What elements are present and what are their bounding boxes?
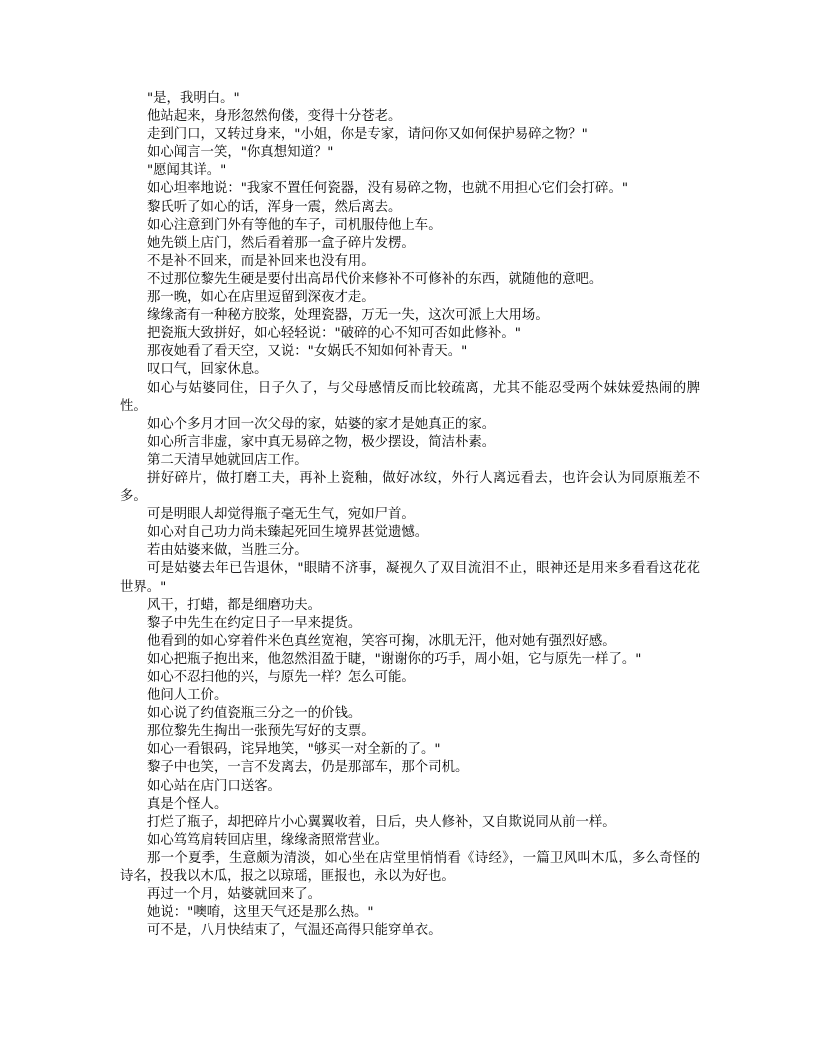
paragraph: "是，我明白。": [147, 91, 240, 106]
paragraph: 如心不忍扫他的兴，与原先一样？怎么可能。: [147, 670, 415, 685]
paragraph: 她说："噢唷，这里天气还是那么热。": [147, 905, 374, 921]
paragraph: 可不是，八月快结束了，气温还高得只能穿单衣。: [147, 923, 442, 939]
paragraph: 黎子中先生在约定日子一早来提货。: [147, 615, 362, 631]
paragraph: 再过一个月，姑婆就回来了。: [147, 887, 322, 903]
paragraph: 如心闻言一笑，"你真想知道？": [147, 145, 334, 161]
paragraph: 真是个怪人。: [147, 796, 228, 812]
paragraph: 那位黎先生掏出一张预先写好的支票。: [147, 724, 375, 740]
paragraph: 缘缘斋有一种秘方胶浆，处理瓷器，万无一失，这次可派上大用场。: [147, 308, 549, 324]
paragraph: 如心笃笃肩转回店里，缘缘斋照常营业。: [147, 832, 389, 848]
paragraph: 不是补不回来，而是补回来也没有用。: [147, 253, 375, 269]
paragraph: 走到门口，又转过身来，"小姐，你是专家，请问你又如何保护易碎之物？": [147, 127, 588, 143]
paragraph: 他站起来，身形忽然佝偻，变得十分苍老。: [147, 109, 402, 125]
paragraph: 如心站在店门口送客。: [147, 778, 281, 794]
paragraph: 风干，打蜡，都是细磨功夫。: [147, 597, 322, 613]
document-body: [120, 90, 700, 940]
paragraph: 那一个夏季，生意颇为清淡，如心坐在店堂里悄悄看《诗经》，一篇卫风叫木瓜，多么奇怪的诗名，投我以木瓜，报之以琼瑶，匪报也，永以为好也。: [120, 850, 700, 885]
paragraph: 若由姑婆来做，当胜三分。: [147, 543, 308, 559]
paragraph: 叹口气，回家休息。: [147, 362, 268, 378]
paragraph: 如心对自己功力尚未臻起死回生境界甚觉遗憾。: [147, 525, 429, 541]
paragraph: 可是明眼人却觉得瓶子毫无生气，宛如尸首。: [147, 507, 415, 523]
paragraph: 黎氏听了如心的话，浑身一震，然后离去。: [147, 199, 402, 215]
paragraph: 他看到的如心穿着件米色真丝宽袍，笑容可掬，冰肌无汗，他对她有强烈好感。: [147, 633, 616, 649]
paragraph: 拼好碎片，做打磨工夫，再补上瓷釉，做好冰纹，外行人离远看去，也许会认为同原瓶差不多。: [120, 470, 700, 505]
paragraph: 如心与姑婆同住，日子久了，与父母感情反而比较疏离，尤其不能忍受两个妹妹爱热闹的脾性。: [120, 380, 700, 414]
paragraph: 如心坦率地说："我家不置任何瓷器，没有易碎之物，也就不用担心它们会打碎。": [147, 181, 628, 197]
paragraph: 黎子中也笑，一言不发离去，仍是那部车，那个司机。: [147, 760, 469, 776]
paragraph: 把瓷瓶大致拼好，如心轻轻说："破碎的心不知可否如此修补。": [147, 326, 521, 342]
paragraph: 第二天清早她就回店工作。: [147, 452, 308, 468]
paragraph: 她先锁上店门，然后看着那一盒子碎片发楞。: [147, 235, 415, 251]
paragraph: 如心一看银码，诧异地笑，"够买一对全新的了。": [147, 742, 441, 758]
paragraph: 如心注意到门外有等他的车子，司机服侍他上车。: [147, 217, 442, 233]
paragraph: 那夜她看了看天空，又说："女娲氏不知如何补青天。": [147, 344, 468, 360]
paragraph: 如心所言非虚，家中真无易碎之物，极少摆设，简洁朴素。: [147, 434, 496, 450]
paragraph: 如心个多月才回一次父母的家，姑婆的家才是她真正的家。: [147, 416, 496, 432]
paragraph: 打烂了瓶子，却把碎片小心翼翼收着，日后，央人修补，又自欺说同从前一样。: [147, 814, 616, 830]
paragraph: 那一晚，如心在店里逗留到深夜才走。: [147, 290, 375, 306]
paragraph: 如心说了约值瓷瓶三分之一的价钱。: [147, 706, 362, 722]
paragraph: 如心把瓶子抱出来，他忽然泪盈于睫，"谢谢你的巧手，周小姐，它与原先一样了。": [147, 651, 642, 667]
paragraph: "愿闻其详。": [147, 163, 227, 179]
paragraph: 可是姑婆去年已告退休，"眼睛不济事，凝视久了双目流泪不止，眼神还是用来多看看这花花世界。": [120, 561, 700, 595]
paragraph: 不过那位黎先生硬是要付出高昂代价来修补不可修补的东西，就随他的意吧。: [147, 271, 603, 287]
paragraph: 他问人工价。: [147, 688, 228, 704]
